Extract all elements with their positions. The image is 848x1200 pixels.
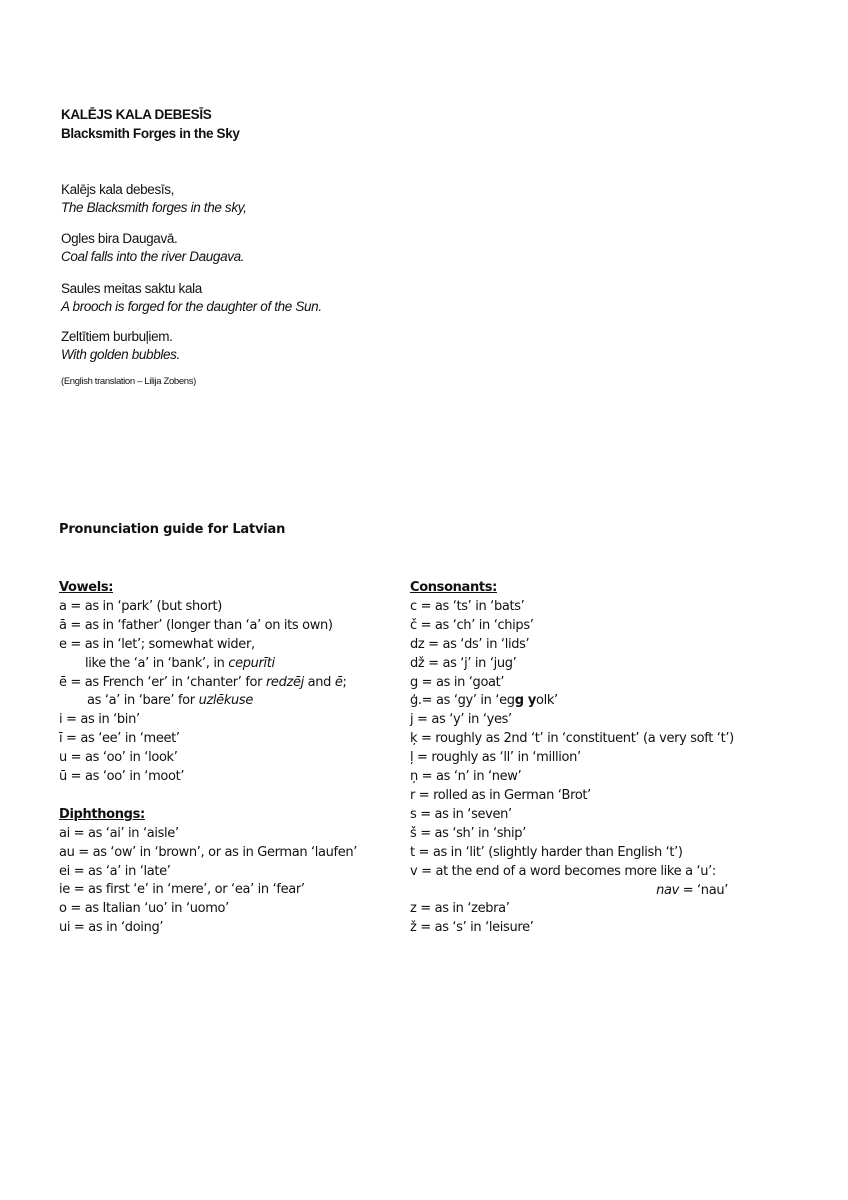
diphthong-ui: ui = as in ‘doing’ [59, 920, 164, 936]
vowel-u: u = as ‘oo’ in ‘look’ [59, 750, 178, 766]
consonant-c-caron: č = as ‘ch’ in ‘chips’ [410, 617, 534, 633]
text: = ‘nau’ [678, 882, 728, 898]
vowel-u-long: ū = as ‘oo’ in ‘moot’ [59, 769, 185, 785]
vowel-a: a = as in ‘park’ (but short) [59, 598, 222, 614]
consonant-v-example [410, 882, 750, 901]
consonant-dz: dz = as ‘ds’ in ‘lids’ [410, 636, 530, 652]
consonant-s: s = as in ‘seven’ [410, 806, 512, 822]
song-title-english: Blacksmith Forges in the Sky [61, 126, 240, 141]
stanza-english-line: The Blacksmith forges in the sky, [61, 199, 247, 215]
stanza-4 [61, 328, 180, 363]
text: as ‘a’ in ‘bare’ for [87, 693, 199, 709]
consonant-z: z = as in ‘zebra’ [410, 901, 510, 917]
text: like the ‘a’ in ‘bank’, in [85, 655, 229, 671]
example-word: ē [334, 674, 343, 690]
consonant-dz-caron: dž = as ‘j’ in ‘jug’ [410, 655, 517, 671]
pronunciation-guide-title: Pronunciation guide for Latvian [59, 522, 286, 537]
stanza-3 [61, 280, 322, 315]
stanza-english-line: A brooch is forged for the daughter of the Sun. [61, 298, 322, 314]
consonant-g: g = as in ‘goat’ [410, 674, 505, 690]
stanza-latvian-line: Kalējs kala debesīs, [61, 182, 175, 197]
vowel-i: i = as in ‘bin’ [59, 712, 140, 728]
spacer [59, 787, 389, 806]
song-title-block [61, 105, 240, 143]
example-word: uzlēkuse [198, 693, 253, 709]
stanza-1 [61, 181, 247, 216]
vowel-e-long [59, 674, 389, 693]
consonant-z-caron: ž = as ‘s’ in ‘leisure’ [410, 920, 534, 936]
stanza-english-line: Coal falls into the river Daugava. [61, 248, 245, 264]
diphthong-ie: ie = as first ‘e’ in ‘mere’, or ‘ea’ in ‘fear’ [59, 882, 305, 898]
text: olk’ [535, 693, 558, 709]
consonant-c: c = as ‘ts’ in ‘bats’ [410, 598, 525, 614]
example-word: cepurīti [228, 655, 275, 671]
stanza-2 [61, 230, 244, 265]
stanza-latvian-line: Ogles bira Daugavā. [61, 231, 178, 246]
vowel-e: e = as in ‘let’; somewhat wider, [59, 636, 255, 652]
vowels-diphthongs-column [59, 579, 389, 938]
consonants-column [410, 579, 750, 938]
consonant-s-caron: š = as ‘sh’ in ‘ship’ [410, 825, 526, 841]
diphthongs-heading: Diphthongs: [59, 806, 145, 822]
consonants-heading: Consonants: [410, 580, 497, 595]
example-word: nav [656, 882, 679, 898]
consonant-r: r = rolled as in German ‘Brot’ [410, 787, 591, 803]
song-title-latvian: KALĒJS KALA DEBESĪS [61, 107, 212, 122]
vowels-heading: Vowels: [59, 580, 114, 595]
consonant-t: t = as in ‘lit’ (slightly harder than English ‘t’) [410, 844, 683, 860]
stanza-english-line: With golden bubbles. [61, 346, 180, 362]
example-word: redzēj [265, 674, 304, 690]
stanza-latvian-line: Zeltītiem burbuļiem. [61, 329, 173, 344]
vowel-i-long: ī = as ‘ee’ in ‘meet’ [59, 731, 180, 747]
consonant-l-cedilla: ļ = roughly as ‘ll’ in ‘million’ [410, 750, 581, 766]
vowel-e-continued [59, 655, 389, 674]
vowel-a-long: ā = as in ‘father’ (longer than ‘a’ on its own) [59, 617, 333, 633]
diphthong-ei: ei = as ‘a’ in ‘late’ [59, 863, 171, 879]
diphthong-ai: ai = as ‘ai’ in ‘aisle’ [59, 825, 179, 841]
text: ; [342, 674, 347, 690]
stanza-latvian-line: Saules meitas saktu kala [61, 281, 202, 296]
text: ģ.= as ‘gy’ in ‘eg [410, 693, 515, 709]
consonant-n-cedilla: ņ = as ‘n’ in ‘new’ [410, 769, 522, 785]
consonant-j: j = as ‘y’ in ‘yes’ [410, 712, 512, 728]
text: and [303, 674, 335, 690]
consonant-k-cedilla: ķ = roughly as 2nd ‘t’ in ‘constituent’ (a very soft ‘t’) [410, 731, 734, 747]
vowel-e-long-continued [59, 692, 389, 711]
emphasis: g y [514, 693, 536, 709]
translation-credit: (English translation – Lilija Zobens) [61, 376, 196, 387]
diphthong-o: o = as Italian ‘uo’ in ‘uomo’ [59, 901, 229, 917]
consonant-g-cedilla [410, 692, 750, 711]
consonant-v: v = at the end of a word becomes more like a ‘u’: [410, 863, 716, 879]
diphthong-au: au = as ‘ow’ in ‘brown’, or as in German ‘laufen’ [59, 844, 358, 860]
text: ē = as French ‘er’ in ‘chanter’ for [59, 674, 266, 690]
